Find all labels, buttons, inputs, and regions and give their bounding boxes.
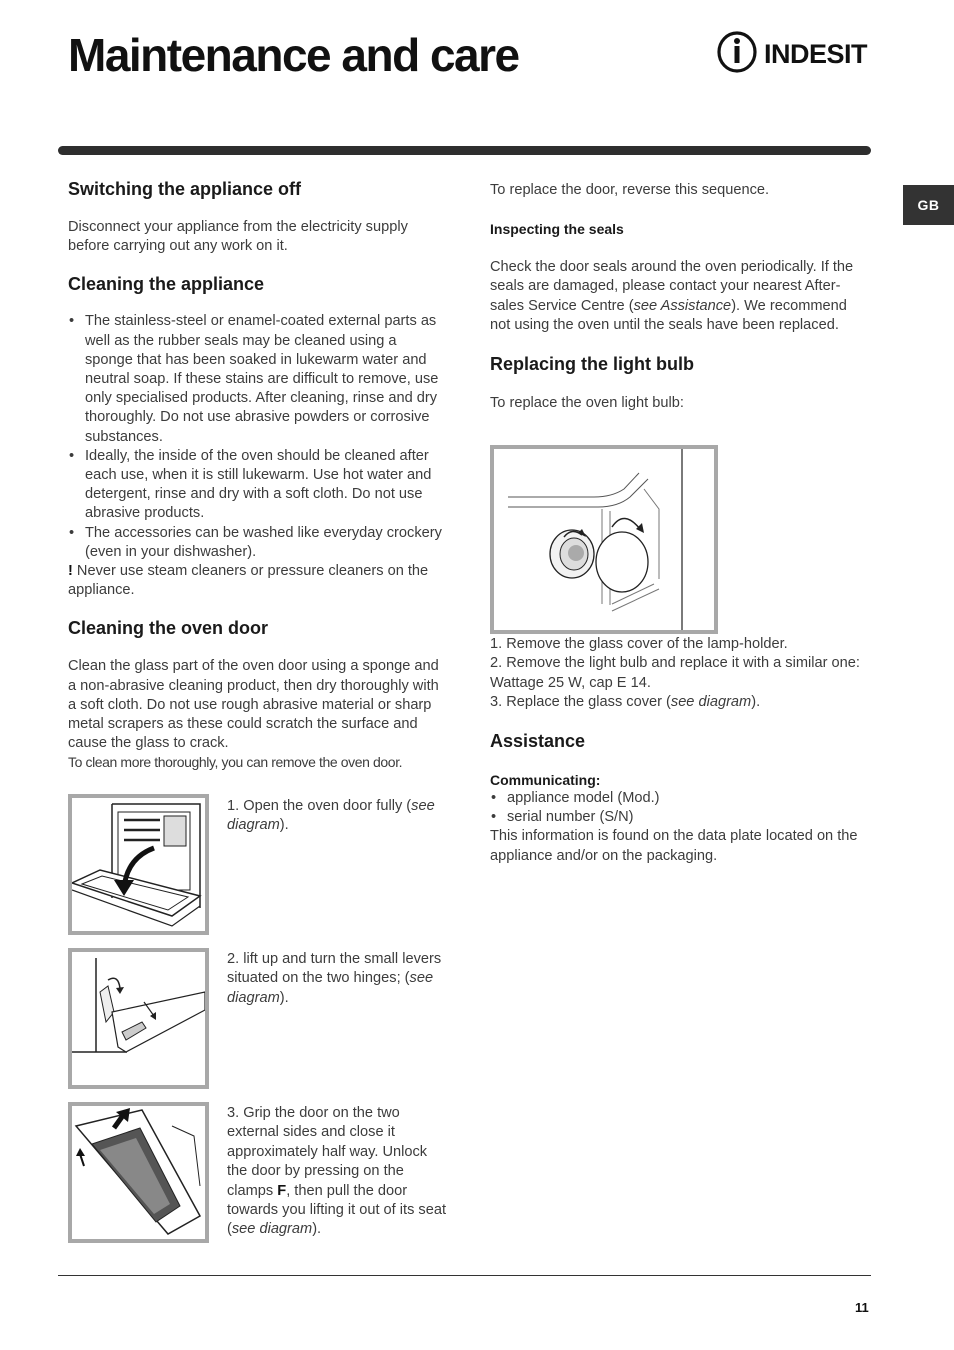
footer-divider — [58, 1275, 871, 1276]
seals-title: Inspecting the seals — [490, 221, 624, 238]
section-title-door: Cleaning the oven door — [68, 618, 269, 639]
indesit-logo — [716, 30, 874, 76]
left-column — [68, 178, 448, 773]
switching-text: Disconnect your appliance from the electricity supply before carrying out any work on it. — [68, 219, 408, 255]
list-item: • Ideally, the inside of the oven should be cleaned after each use, when it is still lukewarm. Use hot water and detergent, rinse and dry with a soft cloth. Do not use abrasive products. — [68, 447, 448, 524]
replace-door-text: To replace the door, reverse this sequence. — [490, 182, 770, 198]
brand-text: INDESIT — [764, 39, 868, 69]
list-item: • serial number (S/N) — [490, 808, 862, 827]
section-title-bulb: Replacing the light bulb — [490, 354, 694, 375]
diagram-light-bulb — [490, 445, 718, 634]
section-title-switching: Switching the appliance off — [68, 179, 302, 199]
warning-mark: ! — [68, 563, 73, 580]
communicating-title: Communicating: — [490, 772, 601, 789]
list-item: • The accessories can be washed like everyday crockery (even in your dishwasher). — [68, 524, 448, 562]
communicating-text: This information is found on the data plate located on the appliance and/or on the packaging. — [490, 828, 858, 864]
diagram-open-door — [68, 794, 209, 935]
warning-text: ! Never use steam cleaners or pressure cleaners on the appliance. — [68, 563, 429, 599]
page-title: Maintenance and care — [68, 29, 519, 81]
header-divider — [58, 146, 871, 155]
bulb-step-1: 1. Remove the glass cover of the lamp-holder. — [490, 636, 788, 653]
bulb-step-2: 2. Remove the light bulb and replace it with a similar one: Wattage 25 W, cap E 14. — [490, 655, 860, 691]
step-2-text: 2. lift up and turn the small levers situated on the two hinges; (see diagram). — [227, 951, 442, 1006]
diagram-remove-door — [68, 1102, 209, 1243]
bulb-intro: To replace the oven light bulb: — [490, 395, 684, 412]
list-item: • The stainless-steel or enamel-coated external parts as well as the rubber seals may be cleaned using a sponge that has been soaked in lukewarm water and neutral soap. If these stains are difficult to remove, use only specialised products. After cleaning, rinse and dry thoroughly. Do not use abrasive powders or corrosive substances. — [68, 312, 448, 446]
section-title-cleaning: Cleaning the appliance — [68, 274, 265, 295]
door-text: Clean the glass part of the oven door using a sponge and a non-abrasive cleaning product, then dry thoroughly with a soft cloth. Do not use rough abrasive material or sharp metal scrapers as these could scratch the surface and cause the glass to crack. — [68, 658, 439, 752]
step-3-text: 3. Grip the door on the two external sides and close it approximately half way. Unlock the door by pressing on the clamps F, then pull the door towards you lifting it out of its seat (see diagram). — [227, 1105, 447, 1238]
bulb-step-3: 3. Replace the glass cover (see diagram). — [490, 693, 761, 710]
step-1-text: 1. Open the oven door fully (see diagram). — [227, 798, 435, 834]
section-title-assistance: Assistance — [490, 731, 586, 752]
page-number: 11 — [855, 1300, 869, 1315]
door-text-2: To clean more thoroughly, you can remove the oven door. — [68, 754, 403, 771]
list-item: • appliance model (Mod.) — [490, 789, 862, 808]
diagram-hinge-levers — [68, 948, 209, 1089]
seals-text: Check the door seals around the oven periodically. If the seals are damaged, please contact your nearest After-sales Service Centre (see Assistance). We recommend not using the oven until the seals have been replaced. — [490, 259, 854, 333]
language-tab: GB — [903, 185, 954, 225]
